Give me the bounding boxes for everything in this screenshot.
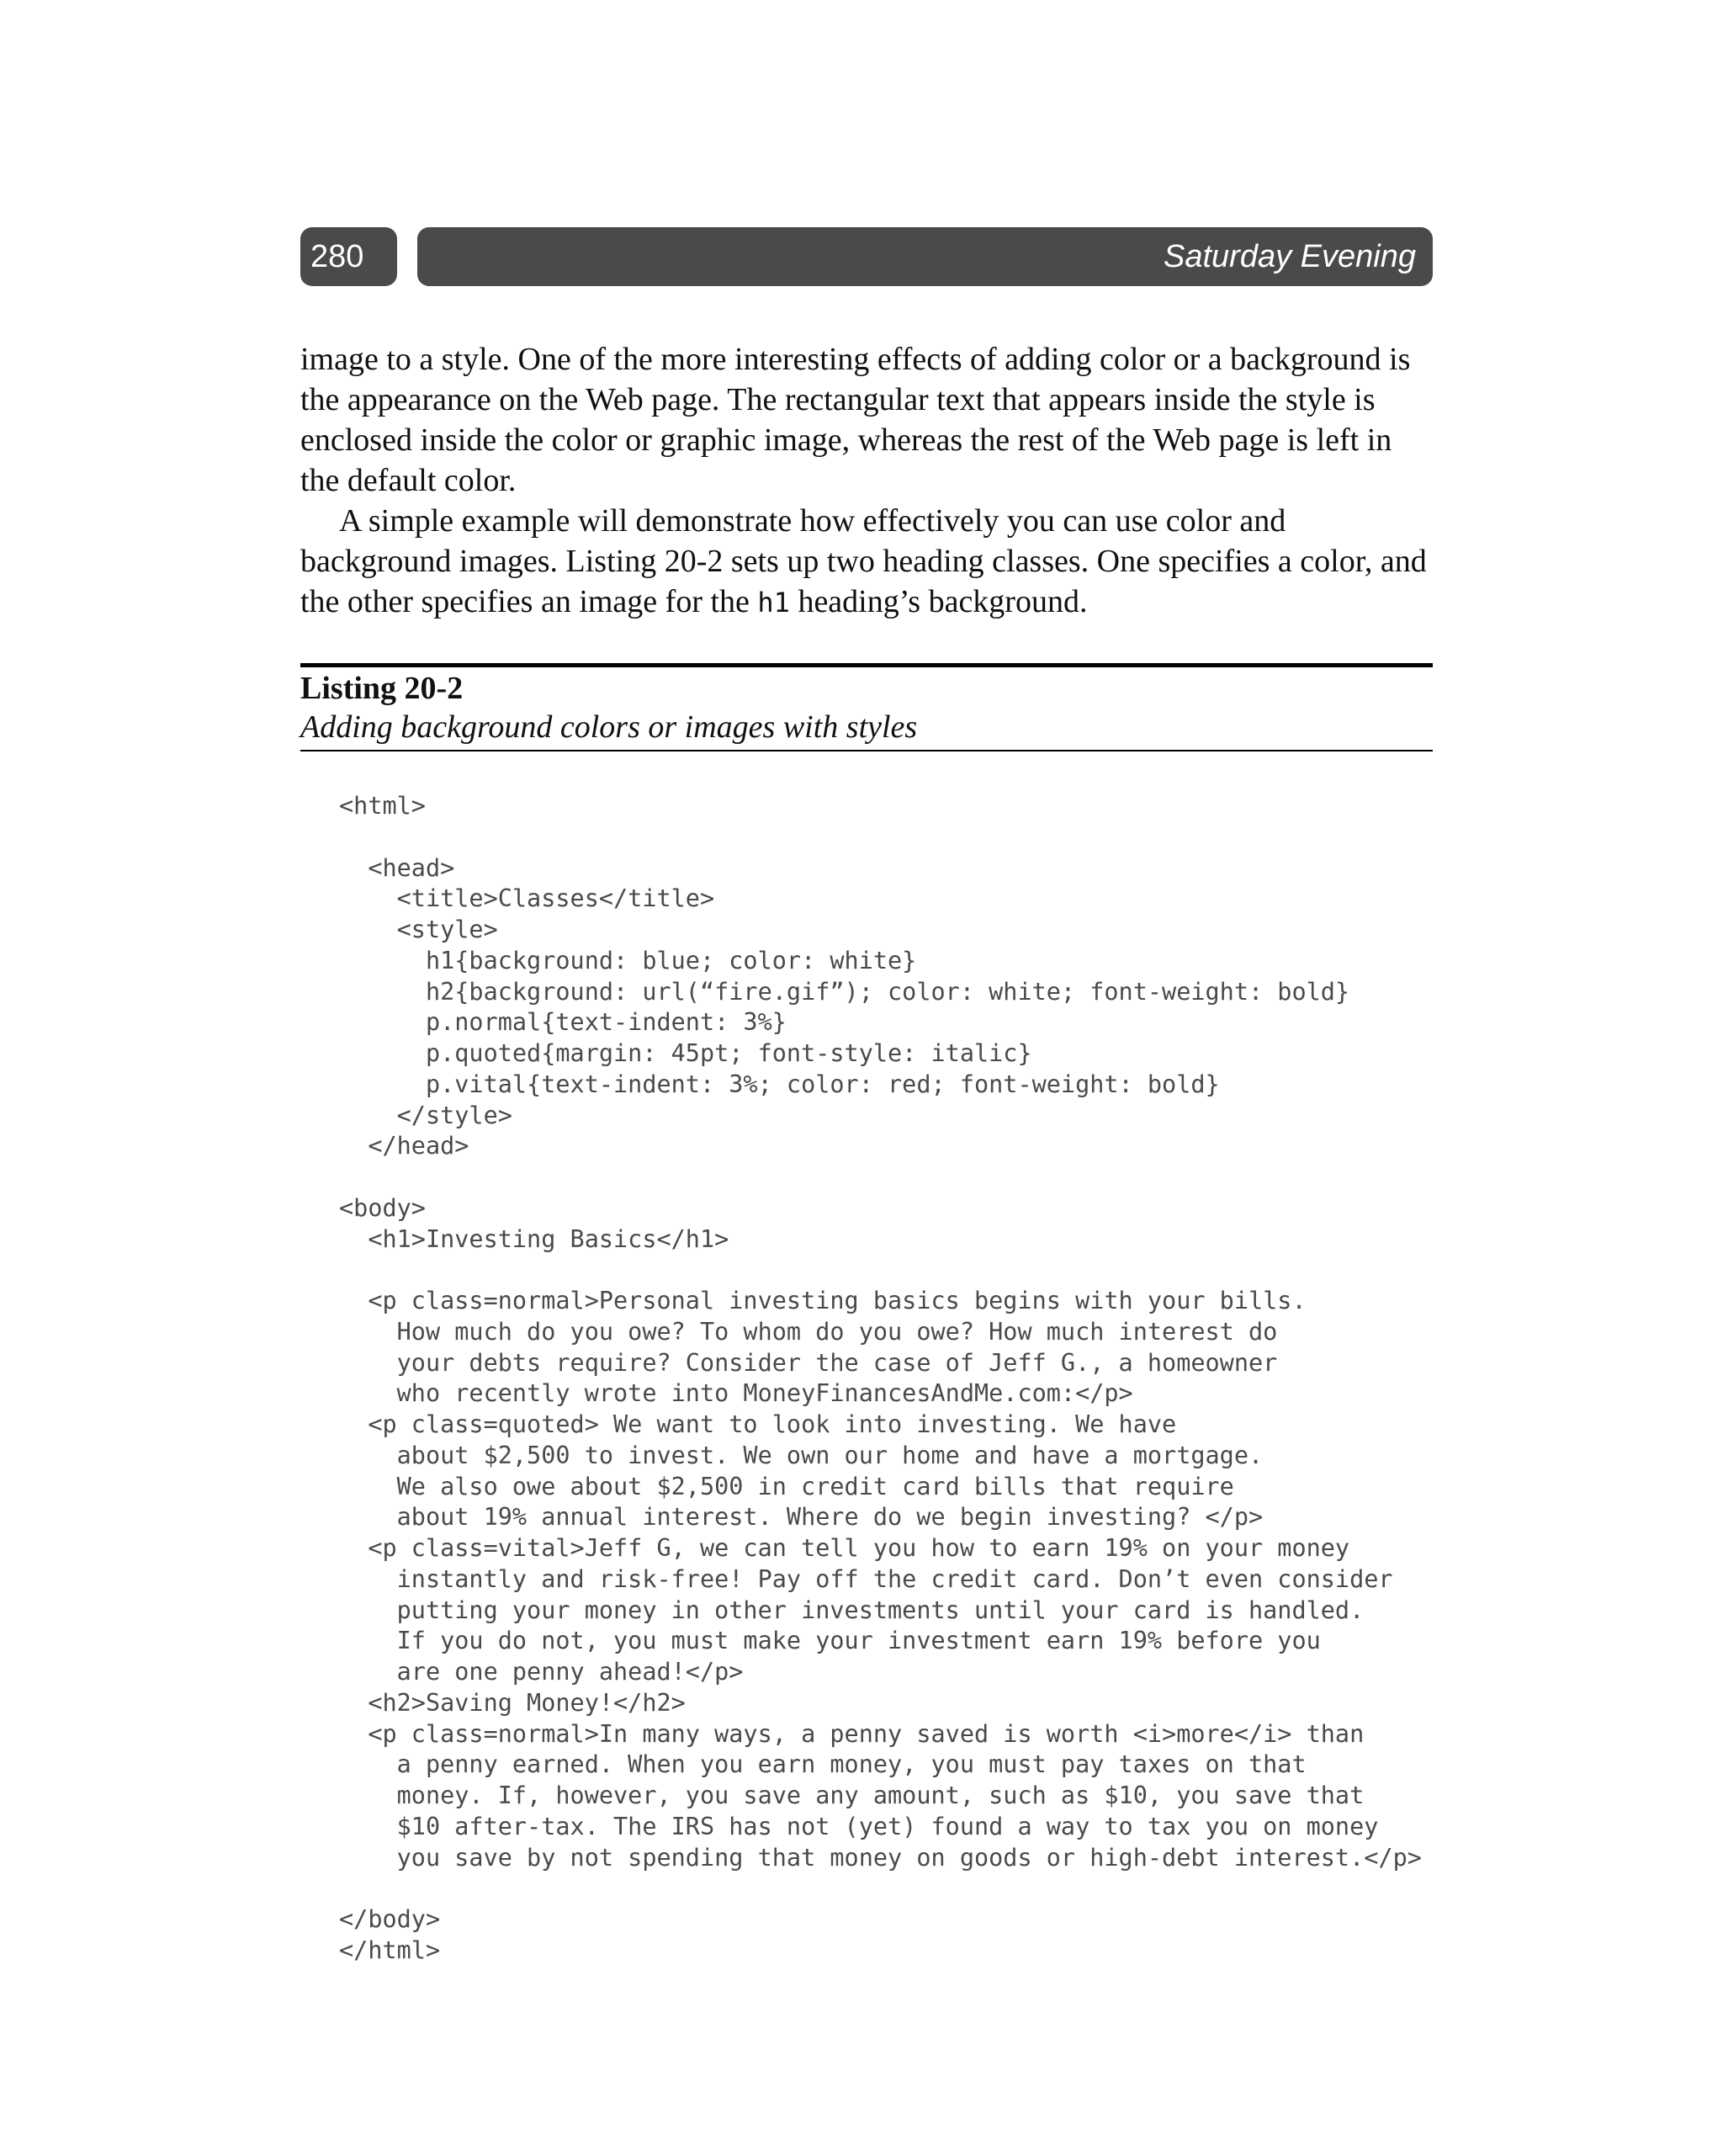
listing-label: Listing 20-2 [300,671,464,706]
paragraph-text: heading’s background. [789,584,1088,619]
listing-bottom-rule [300,750,1433,751]
listing-header [300,663,1433,751]
paragraph: image to a style. One of the more interesting effects of adding color or a background is the appearance on the Web page. The rectangular text that appears inside the style is enclosed inside the color or graphic image, whereas the rest of the Web page is left in the default color. [300,342,1411,498]
page-number: 280 [300,227,397,286]
inline-code: h1 [757,587,790,619]
body-text [300,339,1433,623]
section-title: Saturday Evening [417,227,1433,286]
code-listing: <html> <head> <title>Classes</title> <style> h1{background: blue; color: white} h2{background: url(“fire.gif”); color: white; font-weight: bold} p.normal{text-indent: 3%} p.quoted{margin: 45pt; font-style: italic} p.vital{text-indent: 3%; color: red; font-weight: bold} </style> </head> <body> <h1>Investing Basics</h1> <p class=normal>Personal investing basics begins with your bills. How much do you owe? To whom do you owe? How much interest do your debts require? Consider the case of Jeff G., a homeowner who recently wrote into MoneyFinancesAndMe.com:</p> <p class=quoted> We want to look into investing. We have about $2,500 to invest. We own our home and have a mortgage. We also owe about $2,500 in credit card bills that require about 19% annual interest. Where do we begin investing? </p> <p class=vital>Jeff G, we can tell you how to earn 19% on your money instantly and risk-free! Pay off the credit card. Don’t even consider putting your money in other investments until your card is handled. If you do not, you must make your investment earn 19% before you are one penny ahead!</p> <h2>Saving Money!</h2> <p class=normal>In many ways, a penny saved is worth <i>more</i> than a penny earned. When you earn money, you must pay taxes on that money. If, however, you save any amount, such as $10, you save that $10 after-tax. The IRS has not (yet) found a way to tax you on money you save by not spending that money on goods or high-debt interest.</p> </body> </html> [339,792,1422,1964]
running-header [300,227,1433,286]
listing-top-rule [300,663,1433,667]
paragraph-text: A simple example will demonstrate how effectively you can use color and background images. Listing 20-2 sets up two heading classes. One specifies a color, and the other specifies an image for the [300,503,1427,619]
listing-caption: Adding background colors or images with styles [300,709,918,745]
paragraph [300,501,1433,623]
